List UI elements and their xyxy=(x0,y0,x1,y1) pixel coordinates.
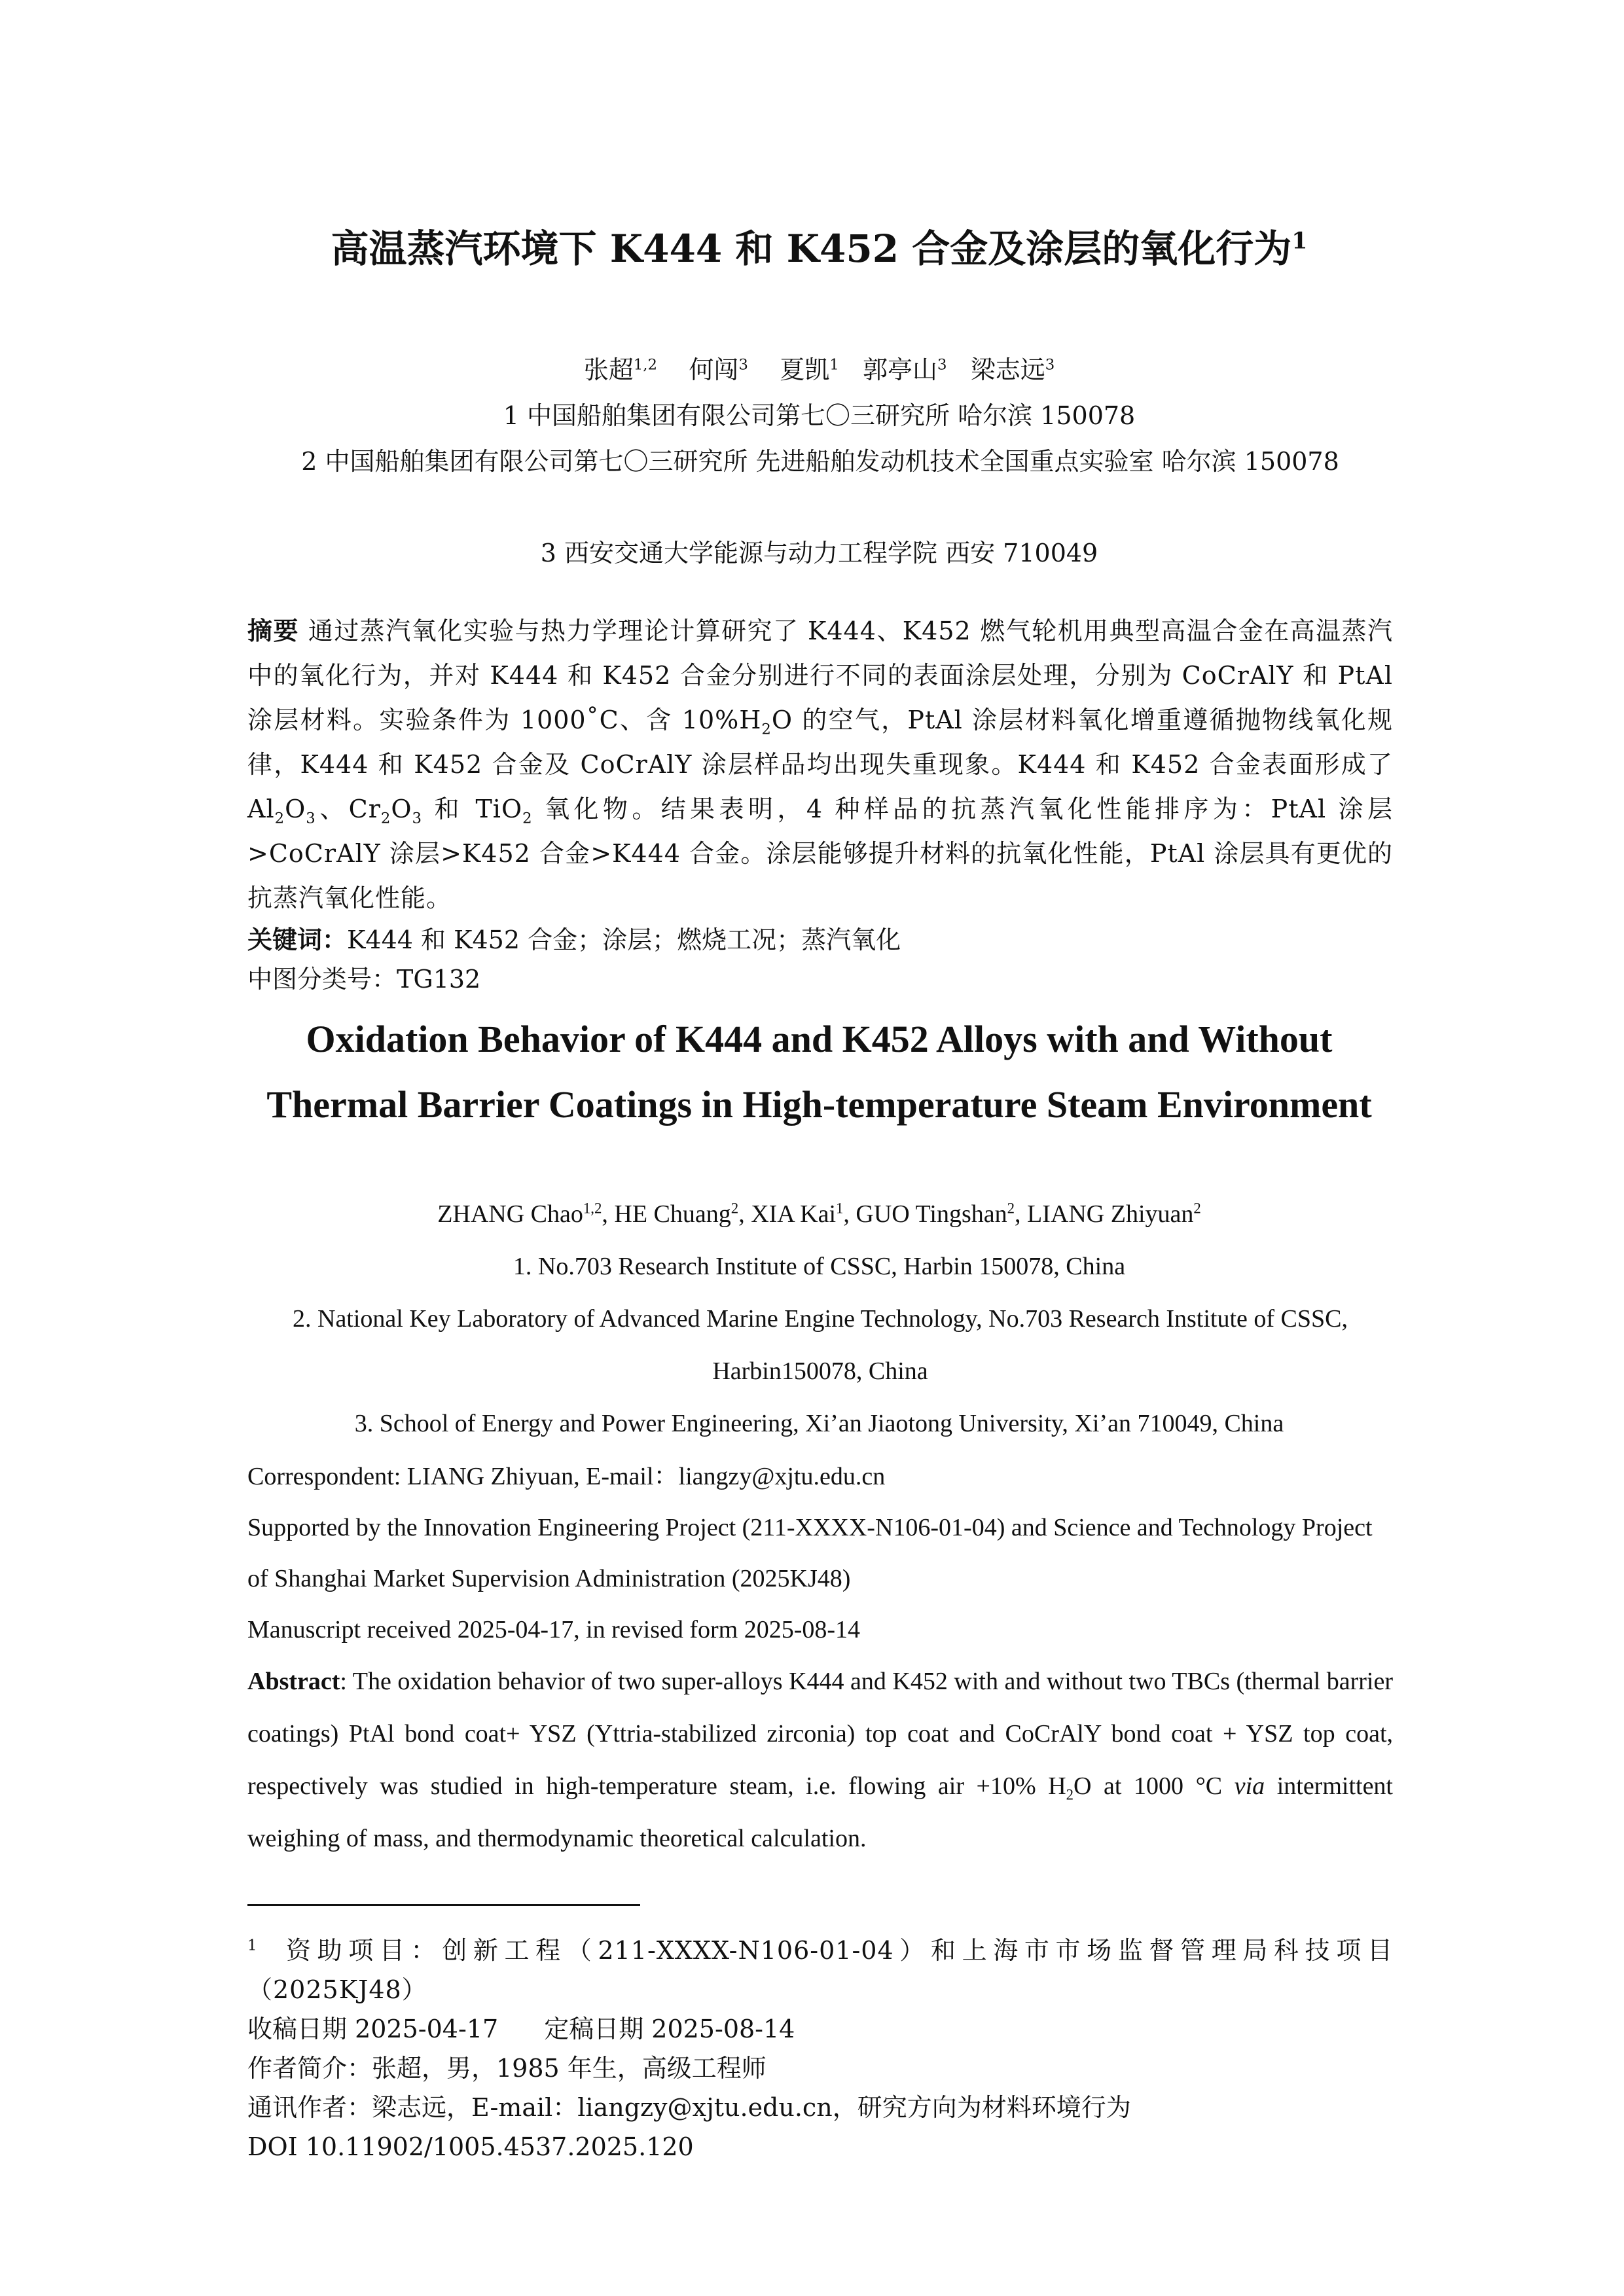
en-affiliation-1: 1. No.703 Research Institute of CSSC, Harbin 150078, China xyxy=(513,1253,1126,1280)
cn-author: 张超$^{1,2}$ xyxy=(583,355,657,384)
en-author: HE Chuang$^2$, xyxy=(614,1200,751,1228)
cn-affiliation-1: 1 中国船舶集团有限公司第七〇三研究所 哈尔滨 150078 xyxy=(503,401,1136,430)
en-abstract: Abstract: The oxidation behavior of two super-alloys K444 and K452 with and without two TBCs (thermal barrier coatings) PtAl bond coat+ YSZ (Yttria-stabilized zirconia) top coat and CoCrAlY bond coat + YSZ top coat, respectively was studied in high-temperature steam, i.e. flowing air +10% $H_2O$ at 1000 °C via intermittent weighing of mass, and thermodynamic theoretical calculation. xyxy=(247,1668,1393,1852)
footnote-funding: $^1$ 资助项目：创新工程（211-XXXX-N106-01-04）和上海市市场监督管理局科技项目（2025KJ48） xyxy=(247,1936,1393,2004)
en-funding: Supported by the Innovation Engineering Project (211-XXXX-N106-01-04) and Science and Technology Project of Shanghai Market Supervision Administration (2025KJ48) xyxy=(247,1514,1373,1592)
en-author: XIA Kai$^1$, xyxy=(751,1200,856,1228)
cn-author: 郭亭山$^3$ xyxy=(862,355,947,384)
cn-authors xyxy=(247,347,1391,393)
cn-classification-number: 中图分类号：TG132 xyxy=(247,965,481,994)
en-author: ZHANG Chao$^{1,2}$, xyxy=(437,1200,615,1228)
cn-keywords xyxy=(247,920,1393,960)
cn-keywords-label: 关键词： xyxy=(247,925,348,954)
footnote-dates: 收稿日期 2025-04-17 定稿日期 2025-08-14 xyxy=(247,2015,795,2043)
cn-affiliation-2: 2 中国船舶集团有限公司第七〇三研究所 先进船舶发动机技术全国重点实验室 哈尔滨 150078 xyxy=(301,447,1339,476)
cn-abstract-label: 摘要 xyxy=(247,616,299,645)
en-author: GUO Tingshan$^2$, xyxy=(856,1200,1028,1228)
en-correspondent: Correspondent: LIANG Zhiyuan, E-mail：liangzy@xjtu.edu.cn xyxy=(247,1463,886,1490)
cn-title-text: 高温蒸汽环境下 K444 和 K452 合金及涂层的氧化行为 xyxy=(331,226,1292,271)
en-affiliation-2: 2. National Key Laboratory of Advanced Marine Engine Technology, No.703 Research Institute of CSSC, Harbin150078, China xyxy=(293,1305,1348,1385)
cn-author: 夏凯$^1$ xyxy=(780,355,839,384)
cn-abstract: 摘要 通过蒸汽氧化实验与热力学理论计算研究了 K444、K452 燃气轮机用典型高温合金在高温蒸汽中的氧化行为，并对 K444 和 K452 合金分别进行不同的表面涂层处理，分别为 CoCrAlY 和 PtAl 涂层材料。实验条件为 1000˚C、含 $10\%H_2O$ 的空气，PtAl 涂层材料氧化增重遵循抛物线氧化规律，K444 和 K452 合金及 CoCrAlY 涂层样品均出现失重现象。K444 和 K452 合金表面形成了 $Al_2O_3$、$Cr_2O_3$ 和 TiO$_2$ 氧化物。结果表明，4 种样品的抗蒸汽氧化性能排序为：PtAl 涂层>CoCrAlY 涂层>K452 合金>K444 合金。涂层能够提升材料的抗氧化性能，PtAl 涂层具有更优的抗蒸汽氧化性能。 xyxy=(247,616,1393,912)
en-title: Oxidation Behavior of K444 and K452 Alloys with and Without Thermal Barrier Coatings in High-temperature Steam Environment xyxy=(266,1018,1372,1126)
en-author: LIANG Zhiyuan$^2$ xyxy=(1027,1200,1201,1228)
footnote-doi: DOI 10.11902/1005.4537.2025.120 xyxy=(247,2132,694,2161)
cn-keywords-text: K444 和 K452 合金；涂层；燃烧工况；蒸汽氧化 xyxy=(347,925,901,954)
en-authors xyxy=(247,1191,1391,1237)
footnote-mark: 1 xyxy=(247,1937,258,1954)
en-manuscript-dates: Manuscript received 2025-04-17, in revised form 2025-08-14 xyxy=(247,1616,861,1643)
en-abstract-label: Abstract xyxy=(247,1668,340,1695)
footnote-corresponding-author: 通讯作者：梁志远，E-mail：liangzy@xjtu.edu.cn，研究方向为材料环境行为 xyxy=(247,2093,1131,2122)
footnote-divider xyxy=(247,1904,640,1906)
cn-title-footnote-mark: 1 xyxy=(1291,227,1308,255)
en-affiliation-3: 3. School of Energy and Power Engineering, Xi’an Jiaotong University, Xi’an 710049, China xyxy=(354,1410,1284,1437)
cn-title xyxy=(247,223,1391,275)
footnote-author-intro: 作者简介：张超，男，1985 年生，高级工程师 xyxy=(247,2054,767,2083)
cn-author: 何闯$^3$ xyxy=(689,355,748,384)
cn-author: 梁志远$^3$ xyxy=(970,355,1055,384)
cn-affiliation-3: 3 西安交通大学能源与动力工程学院 西安 710049 xyxy=(540,539,1098,567)
